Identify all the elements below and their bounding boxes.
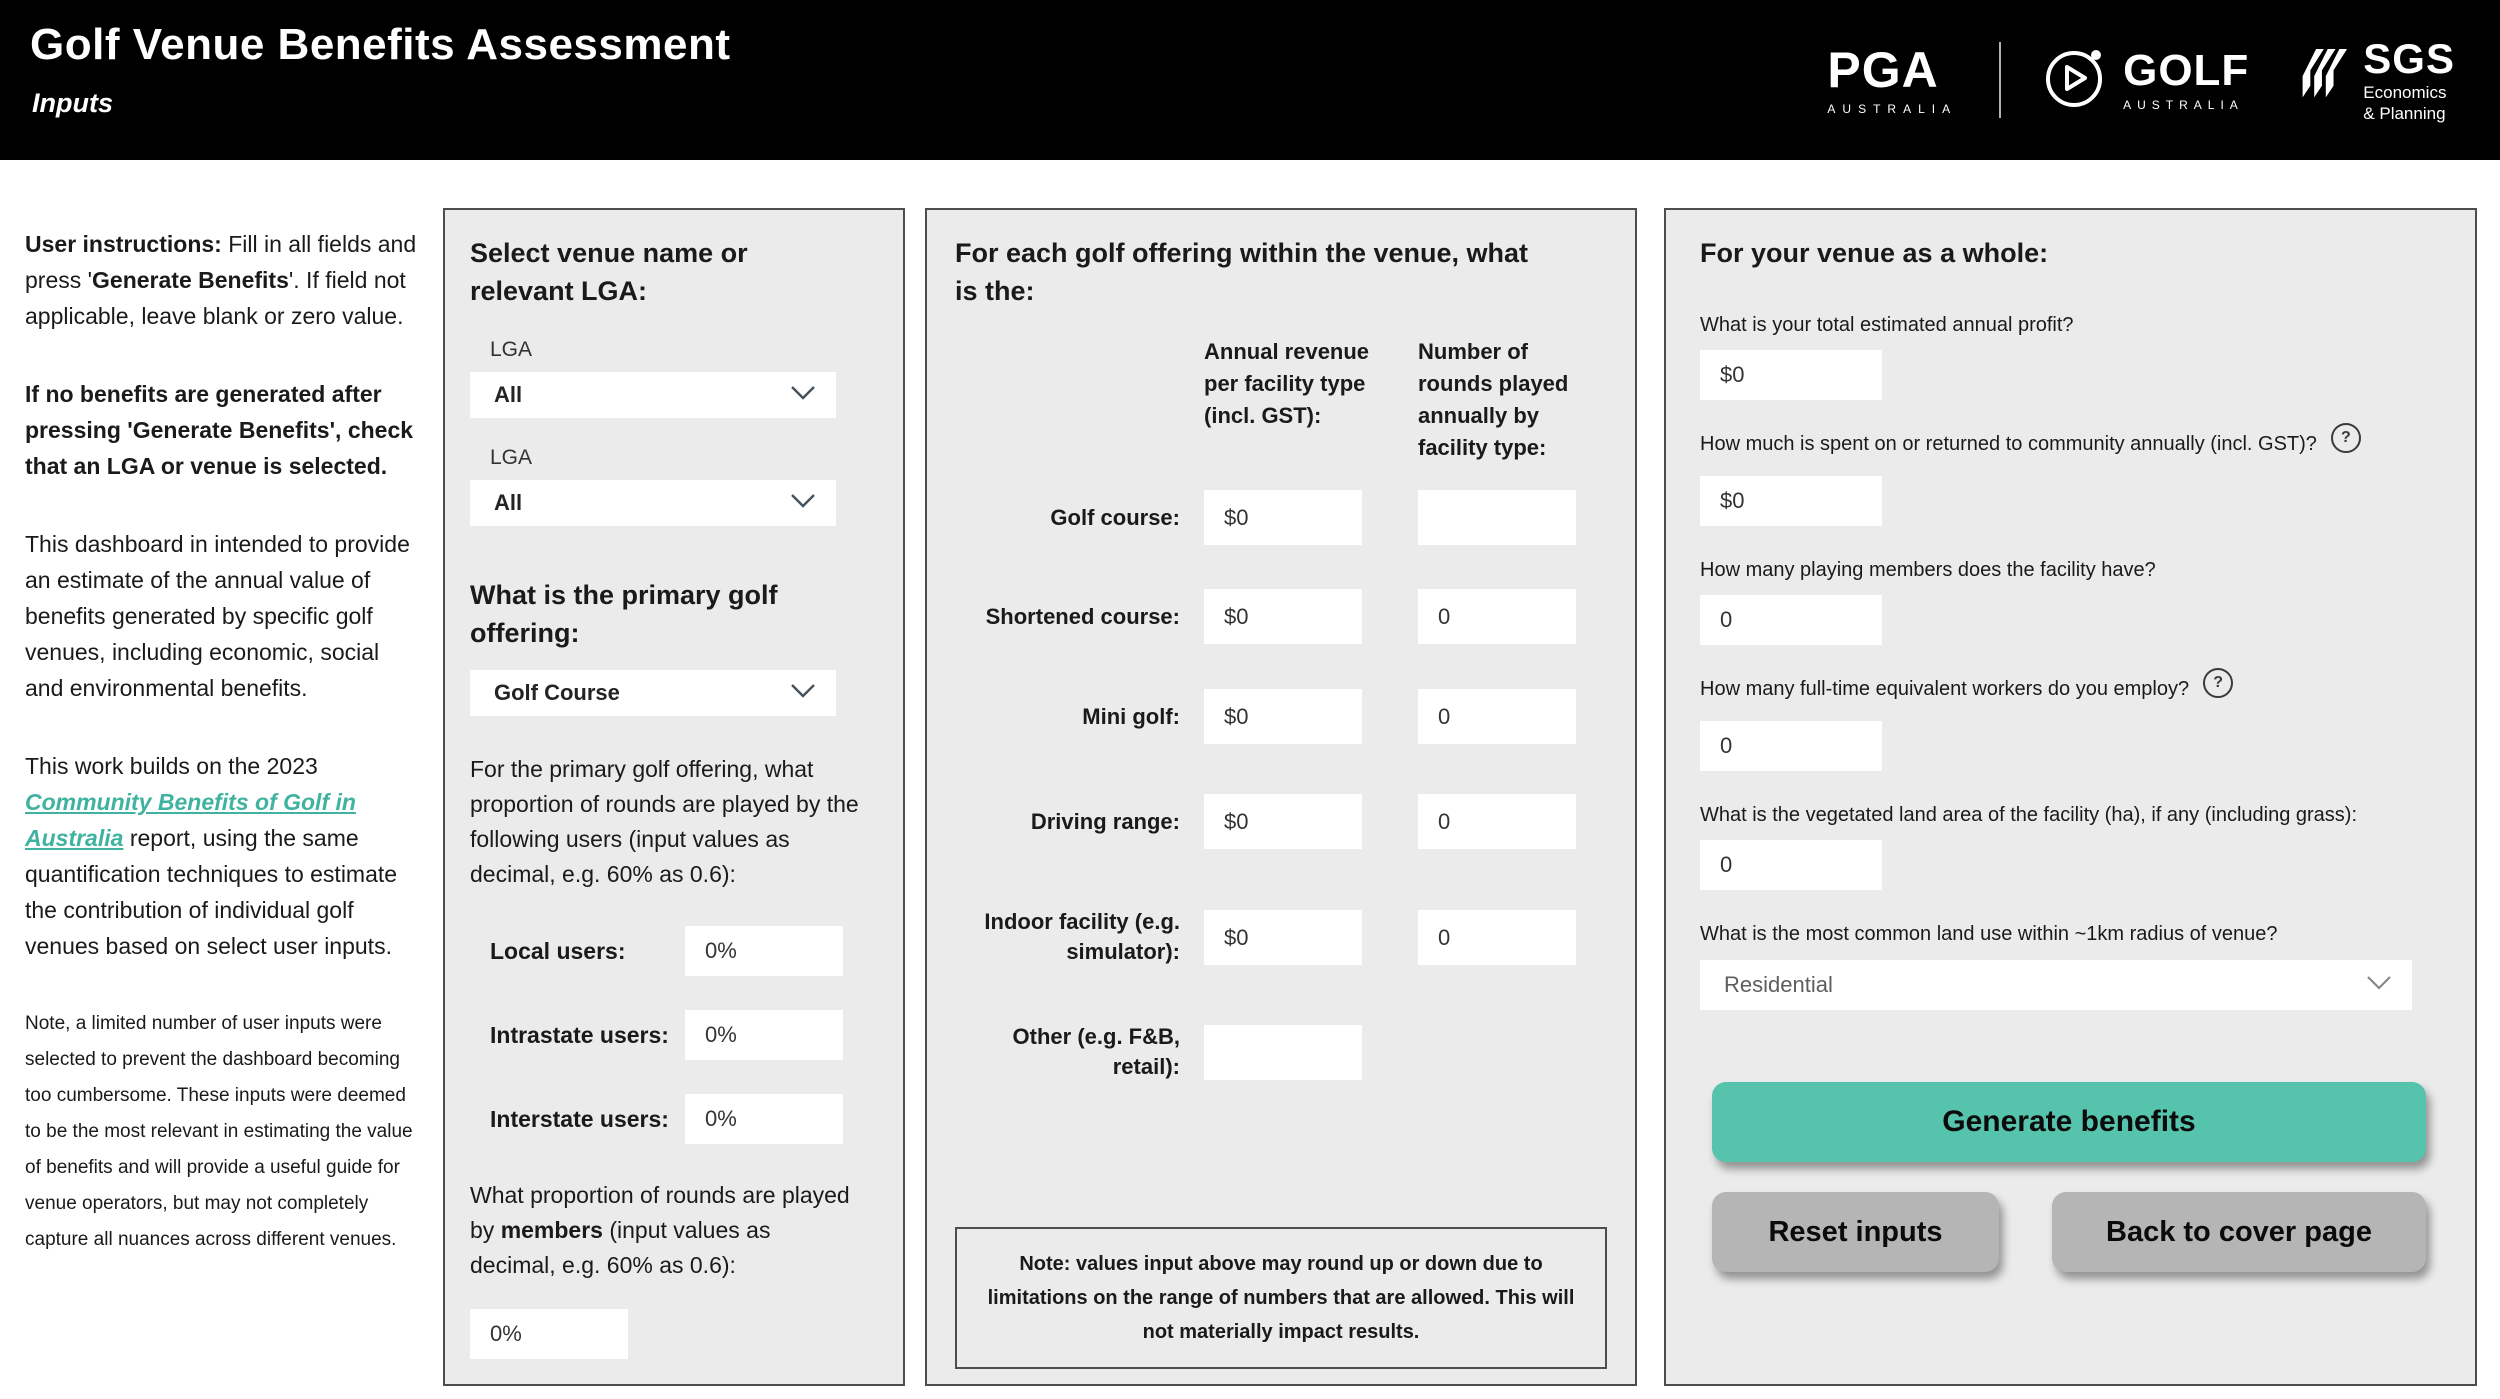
golf-australia-icon: [2043, 45, 2109, 116]
header-bar: [0, 0, 2500, 160]
sgs-logo-text: SGS: [2363, 35, 2455, 82]
secondary-buttons-row: [1712, 1192, 2441, 1272]
golf-logo-subtext: AUSTRALIA: [2123, 98, 2244, 112]
interstate-users-label: Interstate users:: [490, 1105, 669, 1132]
table-row: [955, 689, 1607, 744]
land-use-dropdown[interactable]: [1700, 960, 2412, 1010]
members-question: What proportion of rounds are played by members (input values as decimal, e.g. 60% as 0.6):: [470, 1182, 850, 1278]
mini-golf-rounds-input[interactable]: 0: [1418, 689, 1576, 744]
golf-australia-logo: [2043, 45, 2249, 116]
pga-australia-logo: [1827, 42, 1958, 116]
report-reference: This work builds on the 2023 Community Benefits of Golf in Australia report, using the same quantification techniques to estimate the contribution of individual golf venues based on select user inputs.: [25, 753, 398, 959]
lga-dropdown-1-value: All: [494, 382, 523, 407]
lga-dropdown-1[interactable]: [470, 372, 836, 418]
logo-divider: [1999, 42, 2001, 118]
pga-logo-text: PGA: [1827, 42, 1939, 98]
offerings-panel: [925, 208, 1637, 1386]
land-use-value: Residential: [1724, 972, 1833, 997]
reset-inputs-button[interactable]: Reset inputs: [1712, 1192, 1999, 1272]
primary-offering-heading: What is the primary golf offering:: [470, 580, 778, 648]
lga-filter-label: LGA: [490, 446, 533, 469]
golf-course-revenue-input[interactable]: $0: [1204, 490, 1362, 545]
golf-course-label: Golf course:: [1050, 504, 1180, 530]
rounds-column-header: Number of rounds played annually by facility type:: [1418, 339, 1569, 460]
mini-golf-label: Mini golf:: [1082, 703, 1180, 729]
venue-panel-heading: Select venue name or relevant LGA:: [470, 238, 748, 306]
driving-range-label: Driving range:: [1030, 808, 1180, 834]
pga-logo-subtext: AUSTRALIA: [1827, 102, 1958, 116]
chevron-down-icon: [790, 385, 816, 406]
table-row: [955, 589, 1607, 644]
chevron-down-icon: [790, 683, 816, 704]
lga-filter-label: LGA: [490, 338, 533, 361]
sgs-logo: [2291, 35, 2455, 123]
venue-selection-panel: [443, 208, 905, 1386]
annual-profit-input[interactable]: $0: [1700, 350, 1882, 400]
driving-range-revenue-input[interactable]: $0: [1204, 794, 1362, 849]
table-row: [955, 794, 1607, 849]
playing-members-input[interactable]: 0: [1700, 595, 1882, 645]
sgs-logo-subtext2: & Planning: [2363, 104, 2446, 123]
shortened-course-rounds-input[interactable]: 0: [1418, 589, 1576, 644]
instructions-paragraph: User instructions: Fill in all fields and press 'Generate Benefits'. If field not applicable, leave blank or zero value.: [25, 231, 417, 329]
fte-workers-question: How many full-time equivalent workers do you employ? ?: [1700, 678, 2441, 708]
vegetated-area-input[interactable]: 0: [1700, 840, 1882, 890]
golf-course-rounds-input[interactable]: [1418, 490, 1576, 545]
mini-golf-revenue-input[interactable]: $0: [1204, 689, 1362, 744]
golf-logo-text: GOLF: [2123, 46, 2250, 95]
lga-dropdown-2[interactable]: [470, 480, 836, 526]
intrastate-users-row: [470, 1010, 878, 1060]
playing-members-question: How many playing members does the facility have?: [1700, 559, 2156, 581]
sgs-icon: [2291, 46, 2349, 115]
community-spend-input[interactable]: $0: [1700, 476, 1882, 526]
user-instructions: [25, 226, 423, 1258]
interstate-users-input[interactable]: 0%: [685, 1094, 843, 1144]
local-users-input[interactable]: 0%: [685, 926, 843, 976]
intrastate-users-label: Intrastate users:: [490, 1021, 669, 1048]
local-users-label: Local users:: [490, 937, 626, 964]
land-use-question: What is the most common land use within ~1km radius of venue?: [1700, 923, 2278, 945]
shortened-course-revenue-input[interactable]: $0: [1204, 589, 1362, 644]
chevron-down-icon: [2366, 975, 2392, 996]
proportion-intro-text: For the primary golf offering, what proportion of rounds are played by the following users (input values as decimal, e.g. 60% as 0.6):: [470, 756, 859, 887]
vegetated-area-question: What is the vegetated land area of the facility (ha), if any (including grass):: [1700, 804, 2358, 826]
indoor-facility-revenue-input[interactable]: $0: [1204, 910, 1362, 965]
rounding-note: Note: values input above may round up or down due to limitations on the range of numbers that are allowed. This will not materially impact results.: [955, 1227, 1607, 1369]
revenue-column-header: Annual revenue per facility type (incl. GST):: [1204, 339, 1370, 428]
limitations-note: Note, a limited number of user inputs were selected to prevent the dashboard becoming too cumbersome. These inputs were deemed to be the most relevant in estimating the value of benefits and will provide a useful guide for venue operators, but may not completely capture all nuances across different venues.: [25, 1013, 413, 1250]
help-icon[interactable]: ?: [2203, 668, 2233, 698]
table-row: [955, 907, 1607, 967]
generate-benefits-button[interactable]: Generate benefits: [1712, 1082, 2426, 1162]
local-users-row: [470, 926, 878, 976]
indoor-facility-label: Indoor facility (e.g. simulator):: [984, 909, 1180, 964]
venue-whole-heading: For your venue as a whole:: [1700, 238, 2049, 268]
primary-offering-value: Golf Course: [494, 680, 620, 705]
other-offering-label: Other (e.g. F&B, retail):: [1012, 1024, 1180, 1079]
fte-workers-input[interactable]: 0: [1700, 721, 1882, 771]
logo-strip: [1827, 0, 2455, 160]
offerings-panel-heading: For each golf offering within the venue, what is the:: [955, 238, 1529, 306]
indoor-facility-rounds-input[interactable]: 0: [1418, 910, 1576, 965]
interstate-users-row: [470, 1094, 878, 1144]
venue-whole-panel: [1664, 208, 2477, 1386]
page-title: Golf Venue Benefits Assessment: [30, 20, 731, 69]
intrastate-users-input[interactable]: 0%: [685, 1010, 843, 1060]
table-row: [955, 1022, 1607, 1082]
no-benefits-warning: If no benefits are generated after pressing 'Generate Benefits', check that an LGA or venue is selected.: [25, 381, 414, 479]
driving-range-rounds-input[interactable]: 0: [1418, 794, 1576, 849]
dashboard-purpose: This dashboard in intended to provide an estimate of the annual value of benefits generated by specific golf venues, including economic, social and environmental benefits.: [25, 531, 410, 701]
table-row: [955, 490, 1607, 545]
page-subtitle: Inputs: [32, 88, 113, 118]
primary-offering-dropdown[interactable]: [470, 670, 836, 716]
annual-profit-question: What is your total estimated annual profit?: [1700, 314, 2074, 336]
shortened-course-label: Shortened course:: [985, 603, 1180, 629]
community-spend-question: How much is spent on or returned to community annually (incl. GST)? ?: [1700, 433, 2441, 463]
sgs-logo-subtext1: Economics: [2363, 83, 2447, 102]
help-icon[interactable]: ?: [2331, 423, 2361, 453]
other-revenue-input[interactable]: [1204, 1025, 1362, 1080]
chevron-down-icon: [790, 493, 816, 514]
offerings-column-headers: [955, 336, 1607, 464]
back-to-cover-button[interactable]: Back to cover page: [2052, 1192, 2426, 1272]
members-proportion-input[interactable]: 0%: [470, 1309, 628, 1359]
lga-dropdown-2-value: All: [494, 490, 523, 515]
community-benefits-report-link[interactable]: Community Benefits of Golf in Australia: [25, 789, 356, 851]
